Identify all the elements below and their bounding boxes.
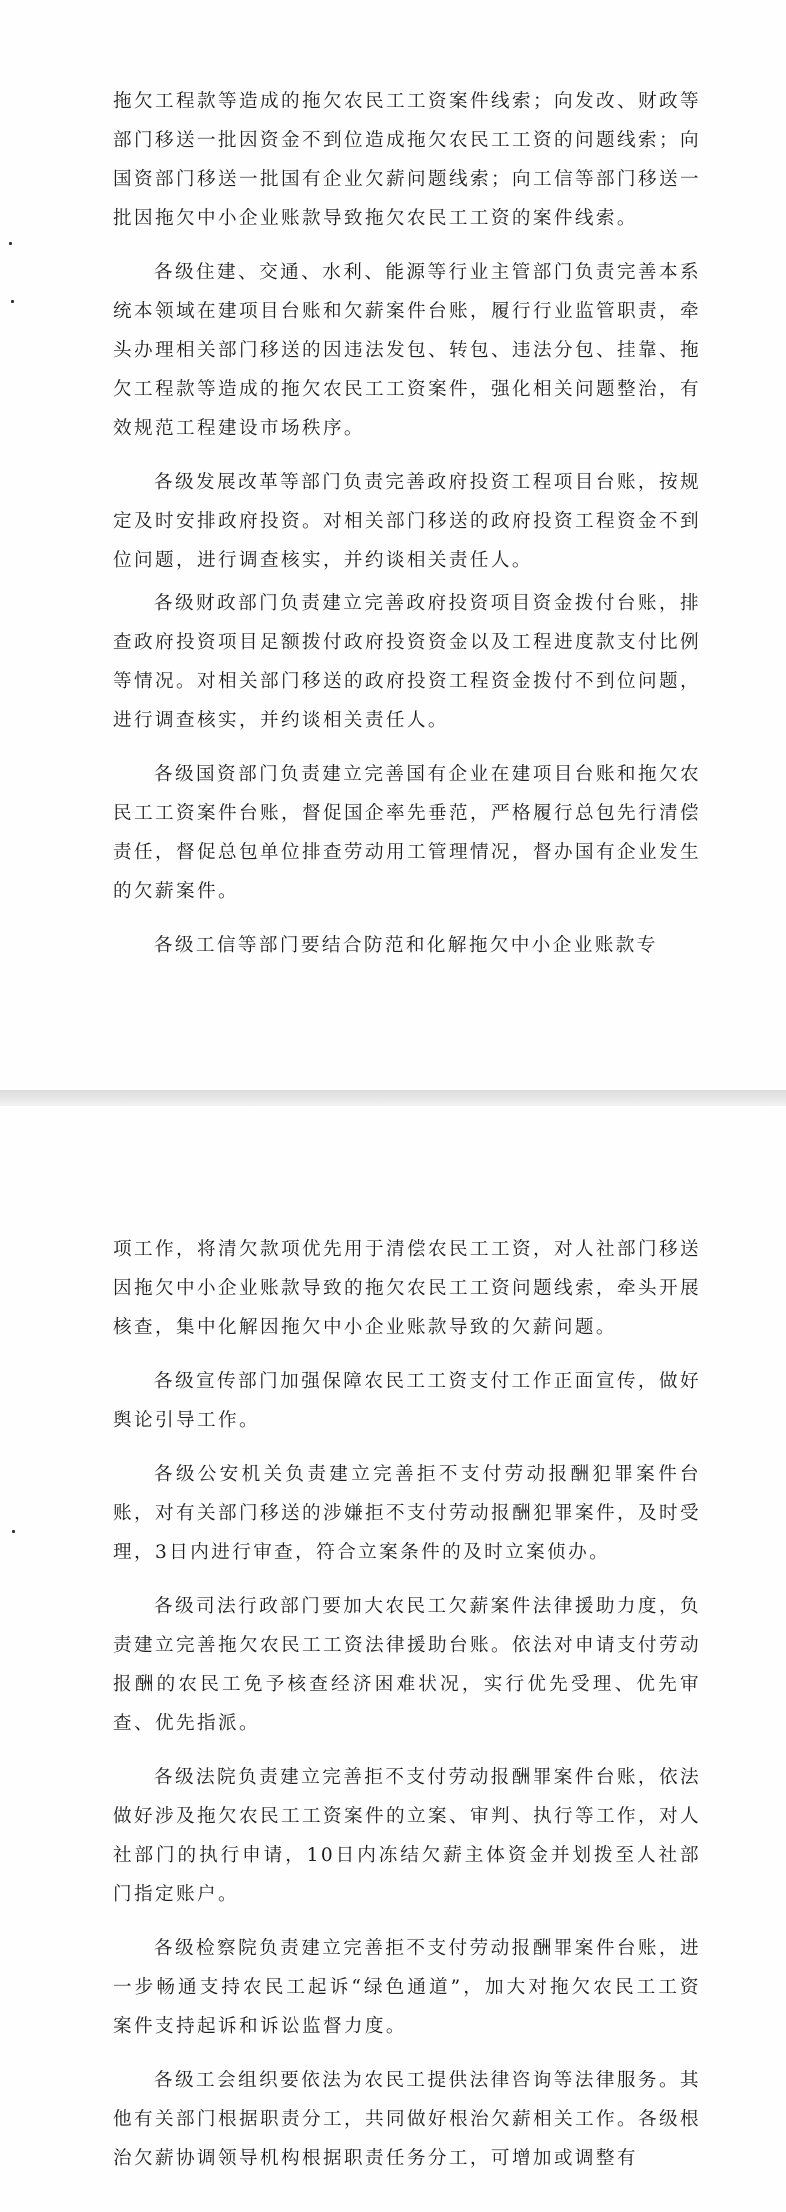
scan-speck xyxy=(11,300,14,303)
paragraph: 各级检察院负责建立完善拒不支付劳动报酬罪案件台账，进一步畅通支持农民工起诉“绿色通道”，加大对拖欠农民工工资案件支持起诉和诉讼监督力度。 xyxy=(113,1938,701,2037)
paragraph: 各级财政部门负责建立完善政府投资项目资金拨付台账，排查政府投资项目足额拨付政府投资资金以及工程进度款支付比例等情况。对相关部门移送的政府投资工程资金拨付不到位问题，进行调查核实，并约谈相关责任人。 xyxy=(113,593,701,731)
scan-speck xyxy=(9,242,12,245)
document-page-2 xyxy=(0,1106,786,2212)
paragraph: 各级宣传部门加强保障农民工工资支付工作正面宣传，做好舆论引导工作。 xyxy=(113,1371,701,1431)
document-page-1 xyxy=(0,0,786,1090)
paragraph: 各级法院负责建立完善拒不支付劳动报酬罪案件台账，依法做好涉及拖欠农民工工资案件的立案、审判、执行等工作，对人社部门的执行申请，10日内冻结欠薪主体资金并划拨至人社部门指定账户。 xyxy=(113,1767,701,1905)
paragraph: 各级国资部门负责建立完善国有企业在建项目台账和拖欠农民工工资案件台账，督促国企率先垂范，严格履行总包先行清偿责任，督促总包单位排查劳动用工管理情况，督办国有企业发生的欠薪案件。 xyxy=(113,764,701,902)
page-1-text xyxy=(113,82,701,965)
paragraph: 各级住建、交通、水利、能源等行业主管部门负责完善本系统本领域在建项目台账和欠薪案件台账，履行行业监管职责，牵头办理相关部门移送的因违法发包、转包、违法分包、挂靠、拖欠工程款等造成的拖欠农民工工资案件，强化相关问题整治，有效规范工程建设市场秩序。 xyxy=(113,262,701,439)
paragraph: 各级司法行政部门要加大农民工欠薪案件法律援助力度，负责建立完善拖欠农民工工资法律援助台账。依法对申请支付劳动报酬的农民工免予核查经济困难状况，实行优先受理、优先审查、优先指派。 xyxy=(113,1596,701,1734)
paragraph: 各级工会组织要依法为农民工提供法律咨询等法律服务。其他有关部门根据职责分工，共同做好根治欠薪相关工作。各级根治欠薪协调领导机构根据职责任务分工，可增加或调整有 xyxy=(113,2070,701,2169)
paragraph: 拖欠工程款等造成的拖欠农民工工资案件线索；向发改、财政等部门移送一批因资金不到位造成拖欠农民工工资的问题线索；向国资部门移送一批国有企业欠薪问题线索；向工信等部门移送一批因拖欠中小企业账款导致拖欠农民工工资的案件线索。 xyxy=(113,91,701,229)
page-2-text xyxy=(113,1230,701,2178)
page-separator xyxy=(0,1090,786,1106)
paragraph: 各级发展改革等部门负责完善政府投资工程项目台账，按规定及时安排政府投资。对相关部门移送的政府投资工程资金不到位问题，进行调查核实，并约谈相关责任人。 xyxy=(113,472,701,571)
paragraph: 项工作，将清欠款项优先用于清偿农民工工资，对人社部门移送因拖欠中小企业账款导致的拖欠农民工工资问题线索，牵头开展核查，集中化解因拖欠中小企业账款导致的欠薪问题。 xyxy=(113,1239,701,1338)
paragraph: 各级工信等部门要结合防范和化解拖欠中小企业账款专 xyxy=(153,935,658,956)
paragraph: 各级公安机关负责建立完善拒不支付劳动报酬犯罪案件台账，对有关部门移送的涉嫌拒不支付劳动报酬犯罪案件，及时受理，3日内进行审查，符合立案条件的及时立案侦办。 xyxy=(113,1464,701,1563)
scan-speck xyxy=(12,1530,15,1533)
